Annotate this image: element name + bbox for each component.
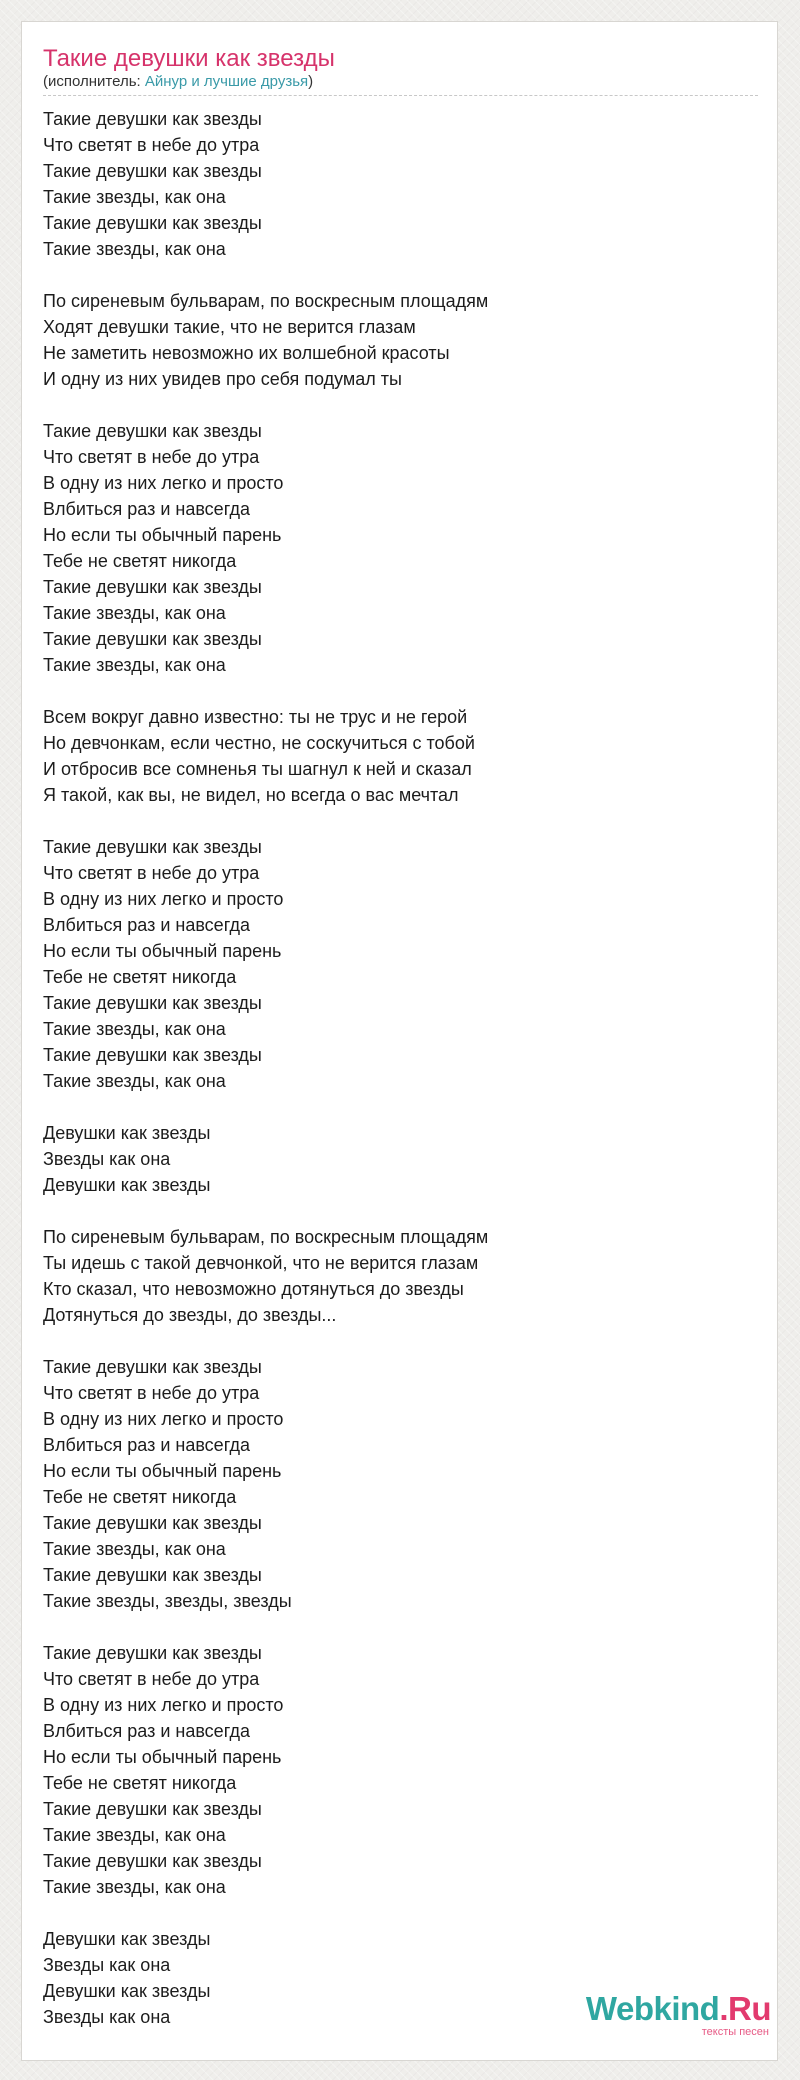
lyrics-line: Ходят девушки такие, что не верится глазам [43, 317, 416, 337]
lyrics-line: Влбиться раз и навсегда [43, 499, 250, 519]
lyrics-line: Тебе не светят никогда [43, 967, 237, 987]
artist-suffix: ) [308, 73, 314, 90]
lyrics-line: Звезды как она [43, 1955, 171, 1975]
lyrics-line: Что светят в небе до утра [43, 447, 260, 467]
site-logo[interactable] [586, 1992, 771, 2038]
lyrics-line: Такие девушки как звезды [43, 629, 262, 649]
lyrics-line: И одну из них увидев про себя подумал ты [43, 369, 402, 389]
lyrics-line: Всем вокруг давно известно: ты не трус и не герой [43, 707, 468, 727]
logo-tld: .Ru [719, 1990, 771, 2027]
lyrics-line: Такие звезды, как она [43, 1019, 226, 1039]
logo-wordmark [586, 1992, 771, 2026]
lyrics-line: Такие девушки как звезды [43, 213, 262, 233]
lyrics-stanza [43, 1640, 488, 1900]
lyrics-line: Такие звезды, как она [43, 655, 226, 675]
lyrics-line: В одну из них легко и просто [43, 1695, 284, 1715]
lyrics-line: Такие девушки как звезды [43, 109, 262, 129]
lyrics-line: Что светят в небе до утра [43, 1383, 260, 1403]
lyrics-card [21, 21, 778, 2061]
lyrics-line: Но девчонкам, если честно, не соскучиться с тобой [43, 733, 475, 753]
lyrics-line: По сиреневым бульварам, по воскресным площадям [43, 1227, 489, 1247]
lyrics-line: Звезды как она [43, 2007, 171, 2027]
lyrics-line: Что светят в небе до утра [43, 1669, 260, 1689]
lyrics-line: Тебе не светят никогда [43, 1487, 237, 1507]
lyrics-line: Звезды как она [43, 1149, 171, 1169]
lyrics-stanza [43, 1926, 488, 2030]
lyrics-line: Девушки как звезды [43, 1175, 211, 1195]
artist-line [43, 72, 313, 92]
logo-name: Webkind [585, 1990, 720, 2027]
lyrics-line: Но если ты обычный парень [43, 1461, 282, 1481]
artist-prefix: (исполнитель: [43, 73, 145, 90]
lyrics-line: Девушки как звезды [43, 1929, 211, 1949]
lyrics-stanza [43, 288, 488, 392]
lyrics-line: Такие звезды, как она [43, 187, 226, 207]
lyrics-stanza [43, 1224, 488, 1328]
lyrics-stanza [43, 704, 488, 808]
lyrics-line: И отбросив все сомненья ты шагнул к ней и сказал [43, 759, 472, 779]
lyrics-line: Тебе не светят никогда [43, 1773, 237, 1793]
lyrics-line: Но если ты обычный парень [43, 941, 282, 961]
lyrics-line: Тебе не светят никогда [43, 551, 237, 571]
lyrics-line: Девушки как звезды [43, 1123, 211, 1143]
lyrics-line: Такие звезды, как она [43, 239, 226, 259]
lyrics-line: Такие девушки как звезды [43, 1565, 262, 1585]
lyrics-stanza [43, 106, 488, 262]
lyrics-stanza [43, 418, 488, 678]
lyrics-line: Влбиться раз и навсегда [43, 1435, 250, 1455]
lyrics-line: Такие девушки как звезды [43, 1357, 262, 1377]
lyrics-line: Такие девушки как звезды [43, 161, 262, 181]
logo-tagline: тексты песен [701, 2026, 769, 2038]
lyrics-line: Такие девушки как звезды [43, 1851, 262, 1871]
lyrics-line: В одну из них легко и просто [43, 473, 284, 493]
song-title: Такие девушки как звезды [43, 45, 335, 72]
lyrics-line: В одну из них легко и просто [43, 1409, 284, 1429]
title-divider [43, 95, 758, 96]
lyrics-line: Такие девушки как звезды [43, 1513, 262, 1533]
lyrics-line: Такие девушки как звезды [43, 577, 262, 597]
lyrics-stanza [43, 834, 488, 1094]
lyrics-line: Влбиться раз и навсегда [43, 915, 250, 935]
lyrics-line: Но если ты обычный парень [43, 525, 282, 545]
lyrics-line: Дотянуться до звезды, до звезды... [43, 1305, 337, 1325]
lyrics-line: Такие девушки как звезды [43, 421, 262, 441]
lyrics-line: Но если ты обычный парень [43, 1747, 282, 1767]
lyrics-line: Не заметить невозможно их волшебной красоты [43, 343, 450, 363]
lyrics-line: Что светят в небе до утра [43, 863, 260, 883]
lyrics-line: Такие девушки как звезды [43, 837, 262, 857]
lyrics-line: Такие девушки как звезды [43, 1643, 262, 1663]
lyrics-line: Такие звезды, как она [43, 1825, 226, 1845]
lyrics-line: По сиреневым бульварам, по воскресным площадям [43, 291, 489, 311]
lyrics-line: Такие звезды, как она [43, 1071, 226, 1091]
lyrics-line: Такие девушки как звезды [43, 1799, 262, 1819]
lyrics-body [43, 106, 488, 2030]
lyrics-line: Кто сказал, что невозможно дотянуться до звезды [43, 1279, 464, 1299]
lyrics-stanza [43, 1354, 488, 1614]
lyrics-line: Такие девушки как звезды [43, 993, 262, 1013]
lyrics-stanza [43, 1120, 488, 1198]
artist-link[interactable]: Айнур и лучшие друзья [144, 73, 309, 90]
lyrics-line: В одну из них легко и просто [43, 889, 284, 909]
lyrics-line: Такие звезды, как она [43, 603, 226, 623]
lyrics-line: Ты идешь с такой девчонкой, что не верится глазам [43, 1253, 479, 1273]
lyrics-line: Такие звезды, звезды, звезды [43, 1591, 292, 1611]
lyrics-line: Такие звезды, как она [43, 1539, 226, 1559]
lyrics-line: Девушки как звезды [43, 1981, 211, 2001]
lyrics-line: Что светят в небе до утра [43, 135, 260, 155]
lyrics-line: Такие звезды, как она [43, 1877, 226, 1897]
lyrics-line: Я такой, как вы, не видел, но всегда о вас мечтал [43, 785, 459, 805]
lyrics-line: Влбиться раз и навсегда [43, 1721, 250, 1741]
lyrics-line: Такие девушки как звезды [43, 1045, 262, 1065]
